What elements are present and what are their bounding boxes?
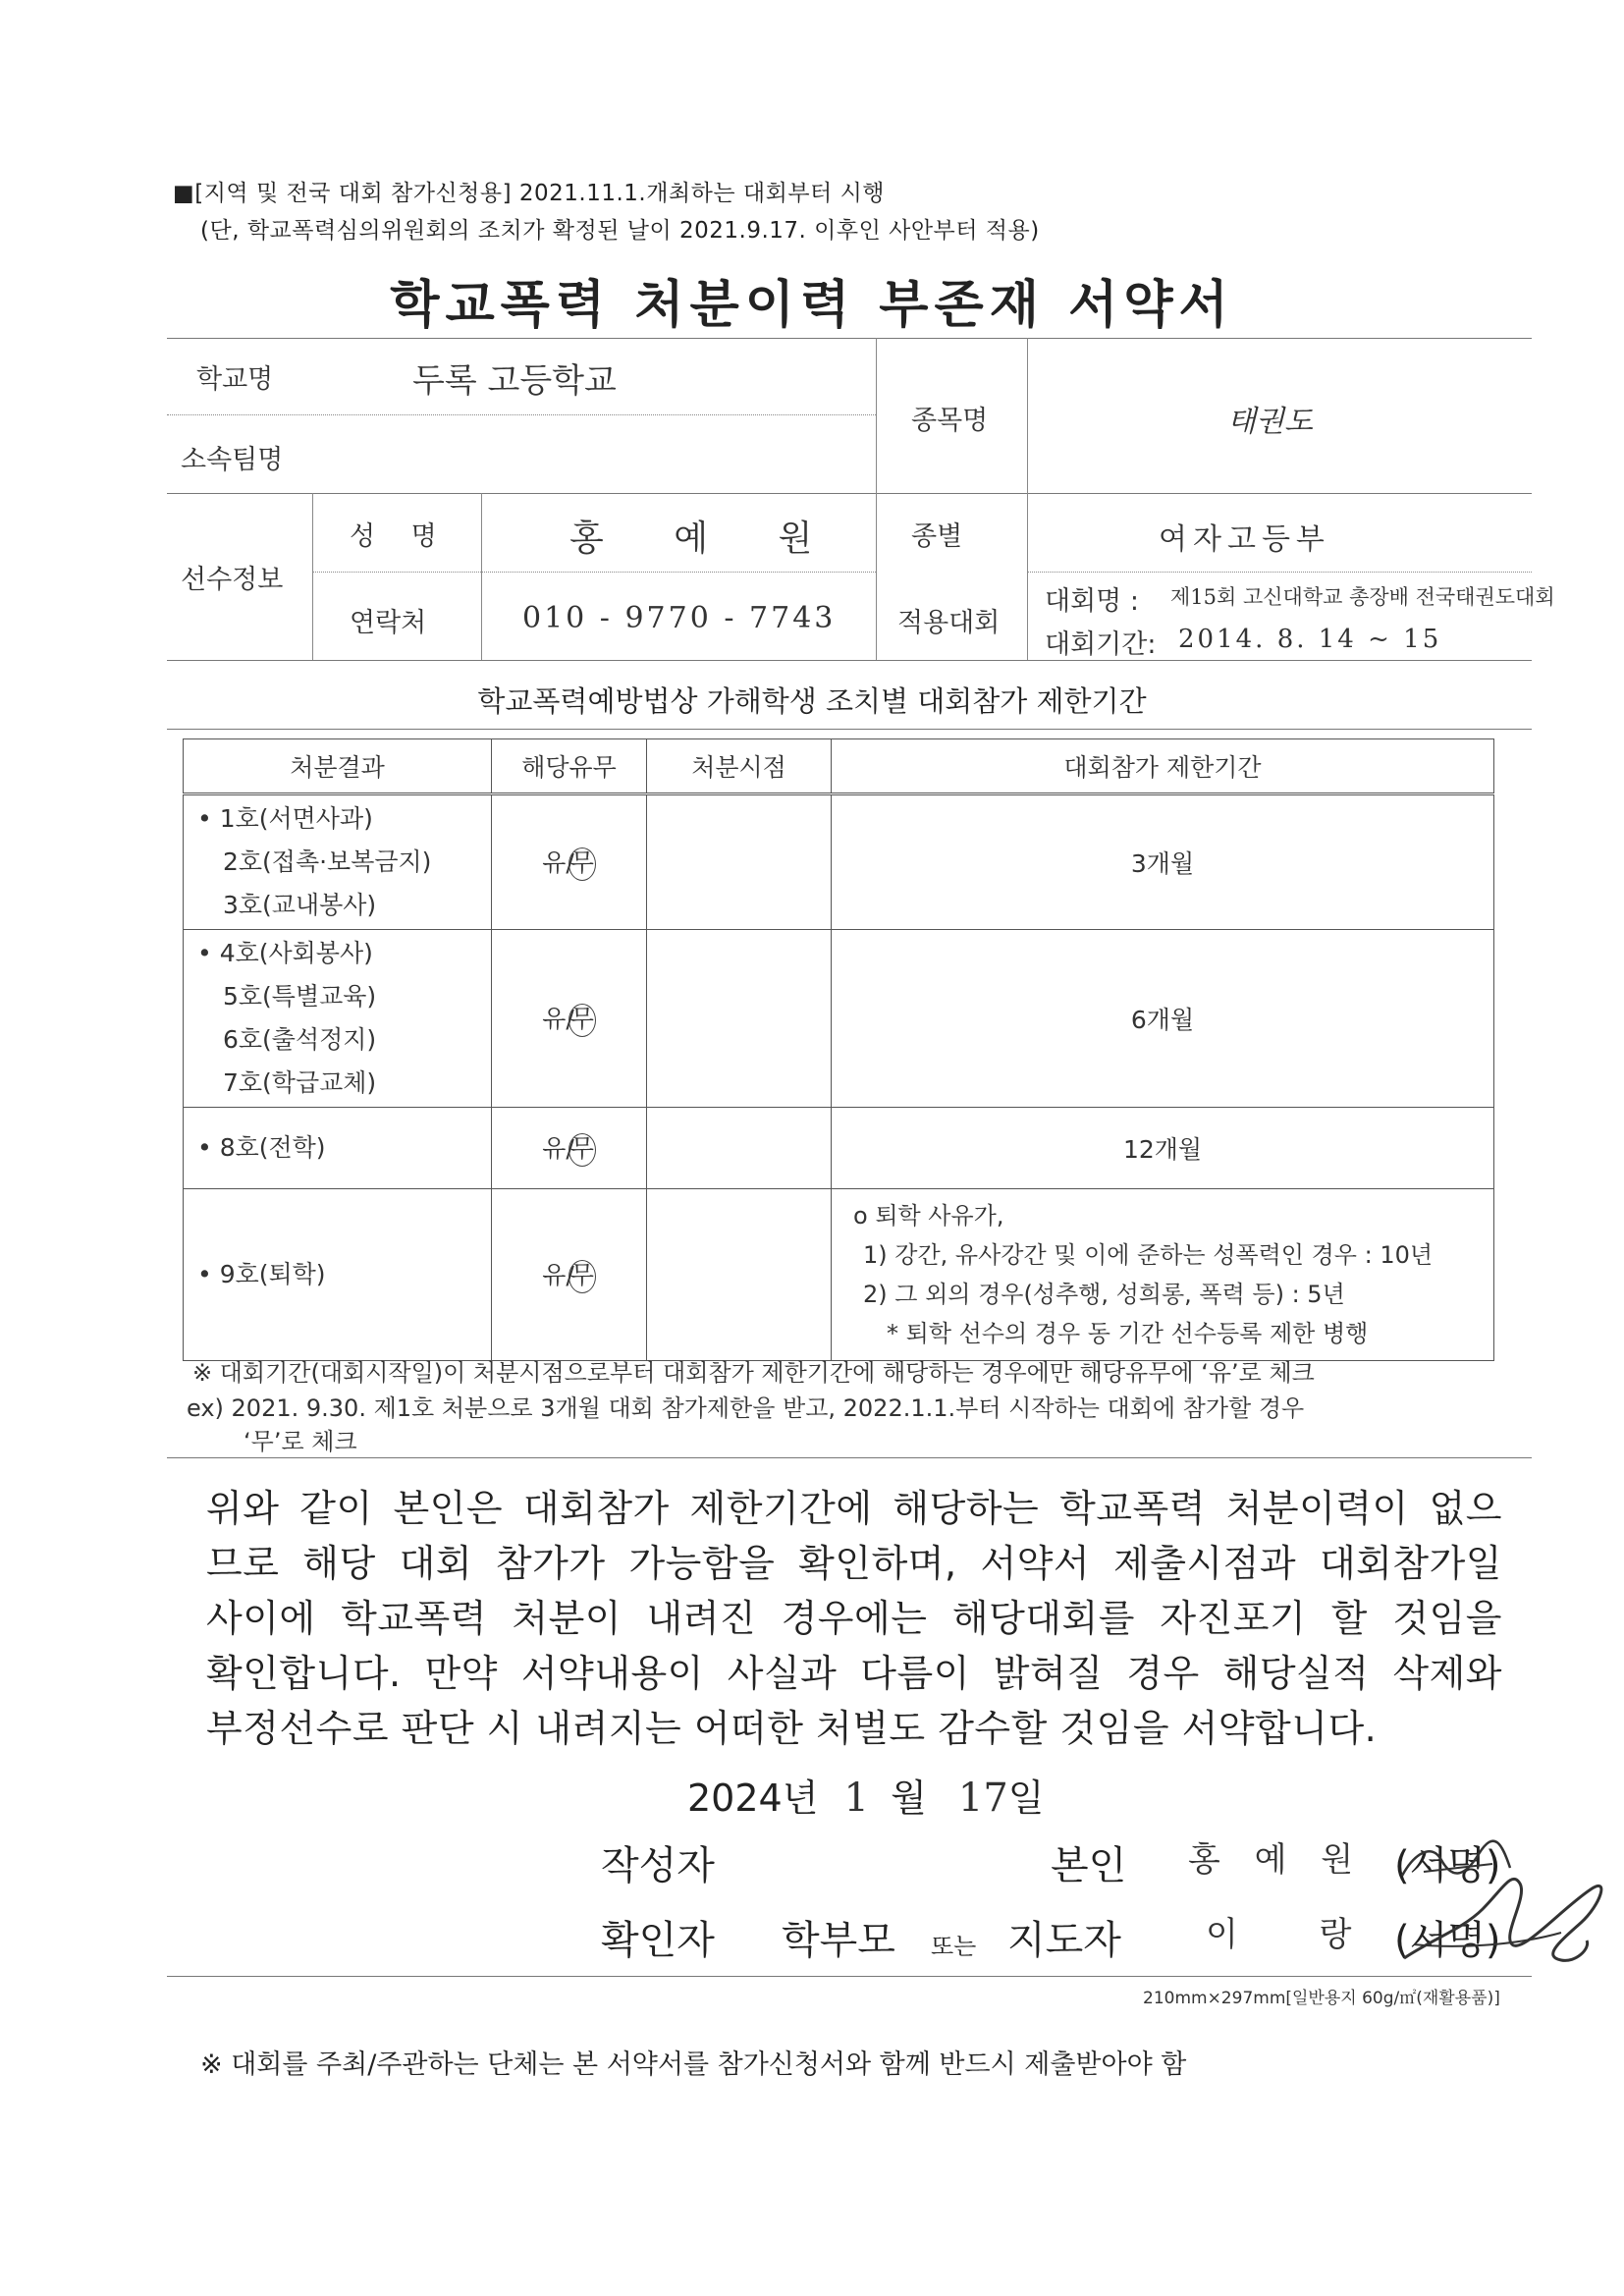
header-result: 처분결과 [184, 739, 492, 794]
name-value: 홍 예 원 [569, 519, 842, 559]
school-label: 학교명 [196, 364, 274, 395]
pledge-line-4: 확인합니다. 만약 서약내용이 사실과 다름이 밝혀질 경우 해당실적 삭제와 [206, 1652, 1502, 1695]
category-label: 종별 [911, 521, 963, 552]
event-period-label: 대회기간: [1045, 629, 1157, 660]
self-sign-label: (서명) [1394, 1843, 1501, 1888]
sport-value: 태권도 [1227, 405, 1313, 439]
row-1-item-1: • 1호(서면사과) [197, 804, 373, 833]
self-label: 본인 [1051, 1843, 1127, 1888]
sport-label: 종목명 [911, 406, 989, 436]
note-check-rule: ※ 대회기간(대회시작일)이 처분시점으로부터 대회참가 제한기간에 해당하는 경우에만 해당유무에 ‘유’로 체크 [192, 1359, 1315, 1387]
pledge-last-line: 부정선수로 판단 시 내려지는 어떠한 처벌도 감수할 것임을 서약합니다. [206, 1707, 1378, 1750]
no-option-circled: 무 [568, 1133, 596, 1167]
row-4-period [832, 1189, 1494, 1361]
row-2-item-2: 5호(특별교육) [223, 982, 377, 1011]
footer-note: ※ 대회를 주최/주관하는 단체는 본 서약서를 참가신청서와 함께 반드시 제출받아야 함 [200, 2050, 1187, 2080]
restriction-heading-rule [167, 729, 1532, 730]
coach-label: 지도자 [1007, 1918, 1121, 1963]
header-point: 처분시점 [647, 739, 832, 794]
event-period-value: 2014. 8. 14 ~ 15 [1178, 625, 1442, 654]
info-col-divider [876, 338, 877, 660]
row-1-result [184, 794, 492, 930]
parent-label: 학부모 [782, 1918, 895, 1963]
info-athlete-divider-left [312, 572, 876, 573]
date-month-label: 월 [891, 1777, 927, 1820]
restriction-header-row [184, 739, 1494, 794]
category-value: 여자고등부 [1159, 522, 1330, 557]
date-day-label: 일 [1007, 1777, 1045, 1820]
expulsion-line-4: * 퇴학 선수의 경우 동 기간 선수등록 제한 병행 [887, 1320, 1369, 1347]
yes-option: 유/ [542, 848, 574, 877]
or-label: 또는 [931, 1933, 977, 1960]
row-2-item-4: 7호(학급교체) [223, 1068, 377, 1097]
row-3-item-1: • 8호(전학) [197, 1133, 326, 1162]
event-label: 적용대회 [897, 608, 1001, 638]
restriction-heading: 학교폭력예방법상 가해학생 조치별 대회참가 제한기간 [477, 684, 1147, 718]
coach-name: 이 랑 [1206, 1915, 1387, 1954]
date-month-value: 1 [843, 1776, 869, 1821]
row-1-applicable [492, 794, 647, 930]
row-3-point [647, 1108, 832, 1189]
restriction-table [183, 738, 1494, 1361]
athlete-section-label: 선수정보 [181, 565, 284, 595]
header-applicable: 해당유무 [492, 739, 647, 794]
table-row [184, 794, 1494, 930]
no-option-circled: 무 [568, 1004, 596, 1037]
confirmer-label: 확인자 [601, 1918, 715, 1963]
row-2-item-3: 6호(출석정지) [223, 1025, 377, 1054]
yes-option: 유/ [542, 1005, 574, 1033]
info-school-divider [167, 414, 876, 415]
contact-label: 연락처 [350, 608, 427, 638]
contact-value: 010 - 9770 - 7743 [522, 601, 837, 635]
expulsion-line-2: 1) 강간, 유사강간 및 이에 준하는 성폭력인 경우 : 10년 [863, 1241, 1434, 1269]
row-1-point [647, 794, 832, 930]
row-2-result [184, 930, 492, 1108]
row-3-period: 12개월 [832, 1108, 1494, 1189]
school-value: 두록 고등학교 [412, 361, 617, 401]
paper-spec: 210mm×297mm[일반용지 60g/㎡(재활용품)] [1143, 1989, 1500, 2008]
no-option-circled: 무 [568, 1260, 596, 1293]
info-athlete-divider-right [1027, 572, 1532, 573]
row-4-point [647, 1189, 832, 1361]
row-2-item-1: • 4호(사회봉사) [197, 939, 373, 967]
pledge-line-2: 므로 해당 대회 참가가 가능함을 확인하며, 서약서 제출시점과 대회참가일 [206, 1542, 1502, 1585]
info-top-rule [167, 338, 1532, 339]
row-1-period: 3개월 [832, 794, 1494, 930]
info-col-divider-2 [1027, 338, 1028, 660]
notes-rule [167, 1457, 1532, 1458]
notice-line-1: ■[지역 및 전국 대회 참가신청용] 2021.11.1.개최하는 대회부터 시행 [173, 181, 886, 206]
table-row [184, 1189, 1494, 1361]
row-3-applicable [492, 1108, 647, 1189]
self-name: 홍 예 원 [1188, 1840, 1366, 1880]
date-day-value: 17 [957, 1776, 1008, 1821]
row-2-period: 6개월 [832, 930, 1494, 1108]
event-name-value: 제15회 고신대학교 총장배 전국태권도대회 [1170, 585, 1555, 609]
yes-option: 유/ [542, 1134, 574, 1163]
row-1-item-3: 3호(교내봉사) [223, 891, 377, 919]
footer-rule [167, 1976, 1532, 1977]
row-4-item-1: • 9호(퇴학) [197, 1260, 326, 1288]
row-2-applicable [492, 930, 647, 1108]
table-row [184, 930, 1494, 1108]
event-name-label: 대회명 : [1045, 586, 1139, 617]
pledge-line-3: 사이에 학교폭력 처분이 내려진 경우에는 해당대회를 자진포기 할 것임을 [206, 1597, 1502, 1640]
row-1-item-2: 2호(접촉·보복금지) [223, 847, 432, 876]
info-athlete-col [312, 493, 313, 660]
row-4-result [184, 1189, 492, 1361]
date-year: 2024년 [687, 1777, 819, 1820]
note-example: ex) 2021. 9.30. 제1호 처분으로 3개월 대회 참가제한을 받고, 2022.1.1.부터 시작하는 대회에 참가할 경우 [187, 1394, 1305, 1422]
team-label: 소속팀명 [181, 445, 284, 475]
page-title: 학교폭력 처분이력 부존재 서약서 [390, 276, 1234, 335]
notice-line-2: (단, 학교폭력심의위원회의 조치가 확정된 날이 2021.9.17. 이후인 사안부터 적용) [200, 218, 1040, 244]
name-label: 성 명 [350, 521, 451, 552]
no-option-circled: 무 [568, 847, 596, 881]
date-line [687, 1768, 1045, 1822]
writer-label: 작성자 [601, 1843, 715, 1888]
row-2-point [647, 930, 832, 1108]
header-period: 대회참가 제한기간 [832, 739, 1494, 794]
info-bottom-rule [167, 660, 1532, 661]
expulsion-line-3: 2) 그 외의 경우(성추행, 성희롱, 폭력 등) : 5년 [863, 1281, 1345, 1308]
coach-signature-scribble [1394, 1850, 1620, 1988]
yes-option: 유/ [542, 1261, 574, 1289]
table-row [184, 1108, 1494, 1189]
row-3-result [184, 1108, 492, 1189]
coach-sign-label: (서명) [1394, 1918, 1501, 1963]
info-athlete-col-2 [481, 493, 482, 660]
row-4-applicable [492, 1189, 647, 1361]
note-example-cont: ‘무’로 체크 [244, 1428, 357, 1455]
expulsion-line-1: o 퇴학 사유가, [853, 1202, 1004, 1230]
pledge-line-1: 위와 같이 본인은 대회참가 제한기간에 해당하는 학교폭력 처분이력이 없으 [206, 1487, 1502, 1530]
info-section-rule [167, 493, 1532, 494]
